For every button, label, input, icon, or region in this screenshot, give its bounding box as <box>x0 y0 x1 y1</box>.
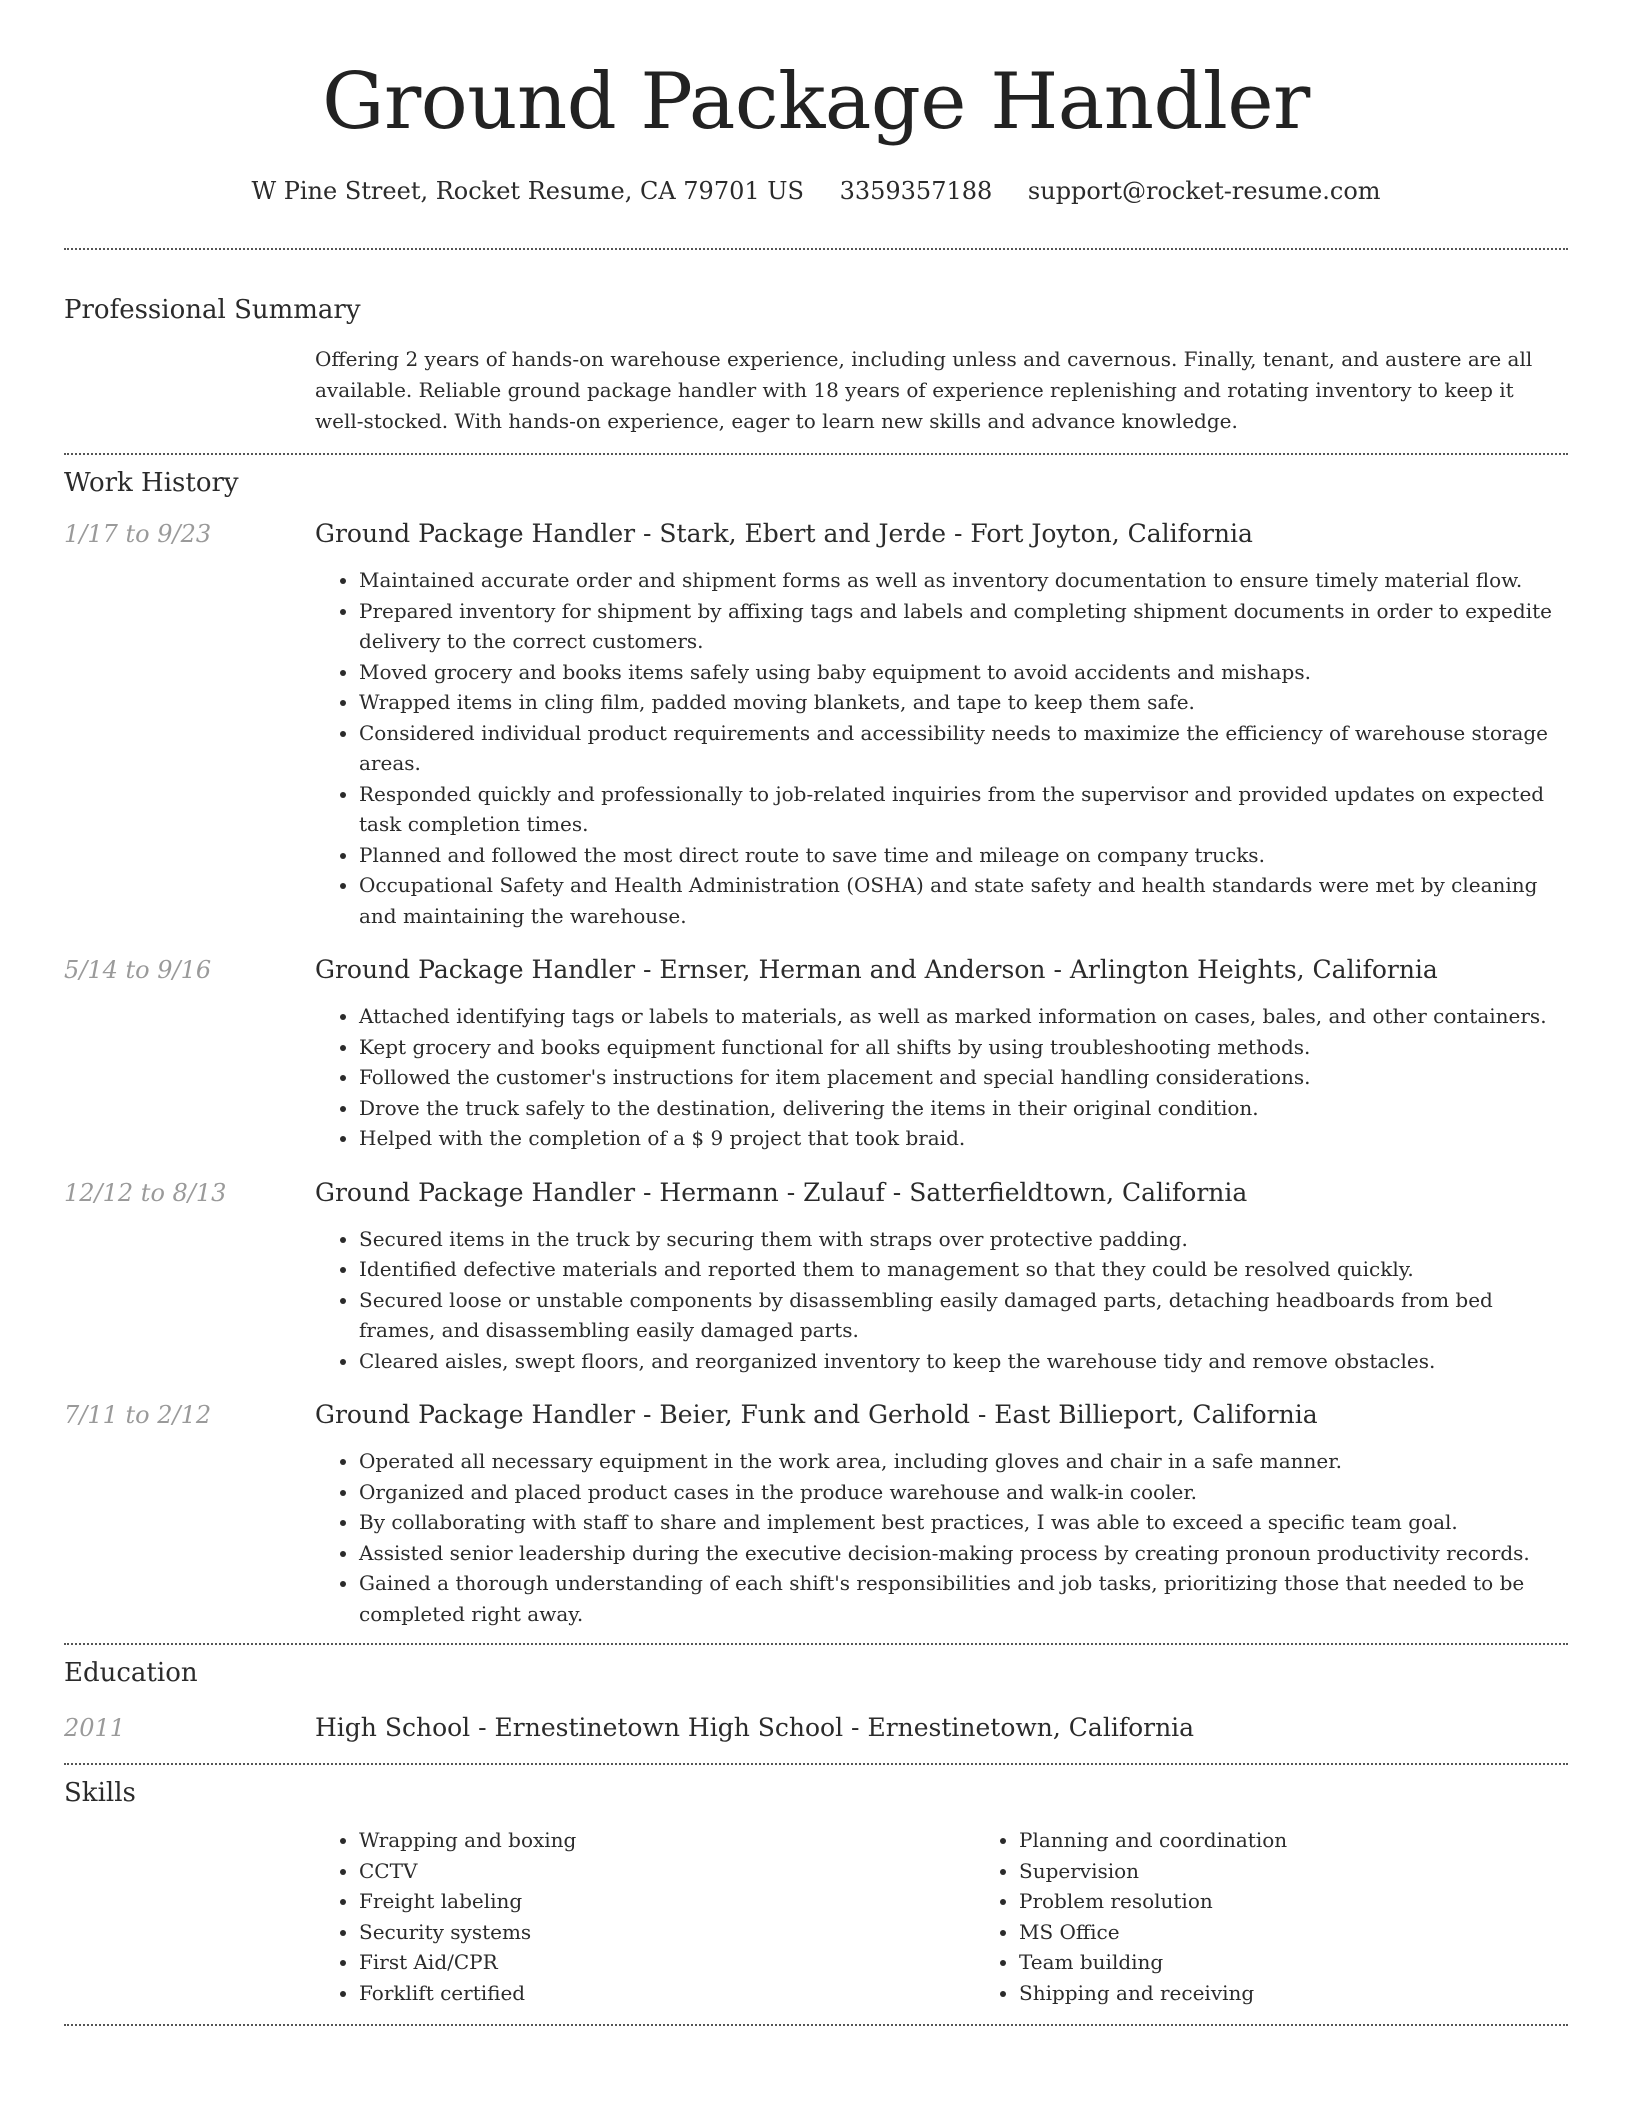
contact-line <box>64 176 1568 206</box>
job-content <box>315 1178 1568 1377</box>
work-heading: Work History <box>64 468 239 498</box>
skills-section <box>64 1765 1568 2008</box>
job-bullet: • Assisted senior leadership during the executive decision-making process by creating pronoun productivity records. <box>359 1538 1568 1569</box>
job-title: Ground Package Handler - Hermann - Zulauf - Satterfieldtown, California <box>315 1177 1248 1207</box>
skills-list-left <box>315 1825 975 2008</box>
skill-item: • Problem resolution <box>1019 1886 1632 1917</box>
skill-item: • Shipping and receiving <box>1019 1978 1632 2009</box>
education-entry: High School - Ernestinetown High School - Ernestinetown, California <box>315 1713 1195 1742</box>
job-bullet: • Prepared inventory for shipment by affixing tags and labels and completing shipment documents in order to expedite delivery to the correct customers. <box>359 596 1568 657</box>
education-row <box>64 1713 1568 1743</box>
job-bullet: • Moved grocery and books items safely using baby equipment to avoid accidents and mishaps. <box>359 657 1568 688</box>
job-title: Ground Package Handler - Ernser, Herman and Anderson - Arlington Heights, California <box>315 955 1438 984</box>
job-bullet: • Secured items in the truck by securing them with straps over protective padding. <box>359 1224 1568 1255</box>
job-bullets <box>315 1224 1568 1377</box>
job-entry <box>64 1400 1568 1629</box>
work-section <box>64 455 1568 1629</box>
skill-item: • MS Office <box>1019 1917 1632 1948</box>
job-list <box>64 519 1568 1629</box>
skills-row <box>64 1825 1568 2008</box>
skill-item: • Team building <box>1019 1947 1632 1978</box>
job-bullet: • Helped with the completion of a $ 9 project that took braid. <box>359 1123 1568 1154</box>
skill-item: • First Aid/CPR <box>359 1947 975 1978</box>
skills-heading: Skills <box>64 1778 136 1808</box>
skill-item: • Wrapping and boxing <box>359 1825 975 1856</box>
skill-item: • Security systems <box>359 1917 975 1948</box>
resume-name: Ground Package Handler <box>322 57 1310 147</box>
job-bullet: • Followed the customer's instructions for item placement and special handling considerations. <box>359 1062 1568 1093</box>
job-content <box>315 1400 1568 1629</box>
job-entry <box>64 955 1568 1154</box>
skills-grid <box>315 1825 1632 2008</box>
job-bullet: • Cleared aisles, swept floors, and reorganized inventory to keep the warehouse tidy and remove obstacles. <box>359 1346 1568 1377</box>
job-content <box>315 519 1568 931</box>
job-bullets <box>315 1001 1568 1154</box>
job-dates: 12/12 to 8/13 <box>64 1178 227 1207</box>
summary-row <box>64 344 1568 437</box>
contact-email: support@rocket-resume.com <box>1027 177 1381 205</box>
job-title: Ground Package Handler - Stark, Ebert and Jerde - Fort Joyton, California <box>315 519 1253 548</box>
summary-heading: Professional Summary <box>64 295 361 325</box>
contact-phone: 3359357188 <box>839 177 993 205</box>
job-content <box>315 955 1568 1154</box>
job-bullet: • Considered individual product requirements and accessibility needs to maximize the efficiency of warehouse storage areas. <box>359 718 1568 779</box>
summary-spacer <box>64 344 315 437</box>
job-bullets <box>315 1446 1568 1629</box>
skills-spacer <box>64 1825 315 2008</box>
job-bullet: • Attached identifying tags or labels to materials, as well as marked information on cases, bales, and other containers. <box>359 1001 1568 1032</box>
job-bullet: • Organized and placed product cases in the produce warehouse and walk-in cooler. <box>359 1477 1568 1508</box>
skill-item: • CCTV <box>359 1856 975 1887</box>
job-bullet: • Operated all necessary equipment in the work area, including gloves and chair in a safe manner. <box>359 1446 1568 1477</box>
education-content <box>315 1713 1568 1743</box>
job-entry <box>64 519 1568 931</box>
divider <box>64 2024 1568 2026</box>
skill-item: • Forklift certified <box>359 1978 975 2009</box>
job-bullet: • Wrapped items in cling film, padded moving blankets, and tape to keep them safe. <box>359 687 1568 718</box>
summary-text: Offering 2 years of hands-on warehouse experience, including unless and cavernous. Finally, tenant, and austere are all available. Reliable ground package handler with 18 years of experience replenishing and rotating inventory to keep it well-stocked. With hands-on experience, eager to learn new skills and advance knowledge. <box>315 347 1533 433</box>
education-heading: Education <box>64 1658 198 1688</box>
job-bullet: • Planned and followed the most direct route to save time and mileage on company trucks. <box>359 840 1568 871</box>
job-bullet: • Identified defective materials and reported them to management so that they could be resolved quickly. <box>359 1254 1568 1285</box>
summary-section <box>64 250 1568 437</box>
contact-address: W Pine Street, Rocket Resume, CA 79701 US <box>251 177 804 205</box>
job-dates: 7/11 to 2/12 <box>64 1401 212 1429</box>
job-dates: 5/14 to 9/16 <box>64 956 212 984</box>
education-year: 2011 <box>64 1714 126 1742</box>
job-bullet: • Gained a thorough understanding of each shift's responsibilities and job tasks, prioritizing those that needed to be completed right away. <box>359 1568 1568 1629</box>
skill-item: • Supervision <box>1019 1856 1632 1887</box>
job-bullet: • Maintained accurate order and shipment forms as well as inventory documentation to ensure timely material flow. <box>359 565 1568 596</box>
job-bullet: • Kept grocery and books equipment functional for all shifts by using troubleshooting methods. <box>359 1032 1568 1063</box>
skills-list-right <box>975 1825 1632 2008</box>
education-section <box>64 1645 1568 1743</box>
job-bullet: • By collaborating with staff to share and implement best practices, I was able to exceed a specific team goal. <box>359 1507 1568 1538</box>
job-bullet: • Secured loose or unstable components by disassembling easily damaged parts, detaching headboards from bed frames, and disassembling easily damaged parts. <box>359 1285 1568 1346</box>
summary-content <box>315 344 1568 437</box>
job-entry <box>64 1178 1568 1377</box>
job-bullets <box>315 565 1568 931</box>
job-dates: 1/17 to 9/23 <box>64 520 212 548</box>
skill-item: • Freight labeling <box>359 1886 975 1917</box>
job-bullet: • Drove the truck safely to the destination, delivering the items in their original condition. <box>359 1093 1568 1124</box>
job-bullet: • Occupational Safety and Health Administration (OSHA) and state safety and health standards were met by cleaning and maintaining the warehouse. <box>359 870 1568 931</box>
job-bullet: • Responded quickly and professionally to job-related inquiries from the supervisor and provided updates on expected task completion times. <box>359 779 1568 840</box>
skill-item: • Planning and coordination <box>1019 1825 1632 1856</box>
job-title: Ground Package Handler - Beier, Funk and Gerhold - East Billieport, California <box>315 1400 1318 1429</box>
